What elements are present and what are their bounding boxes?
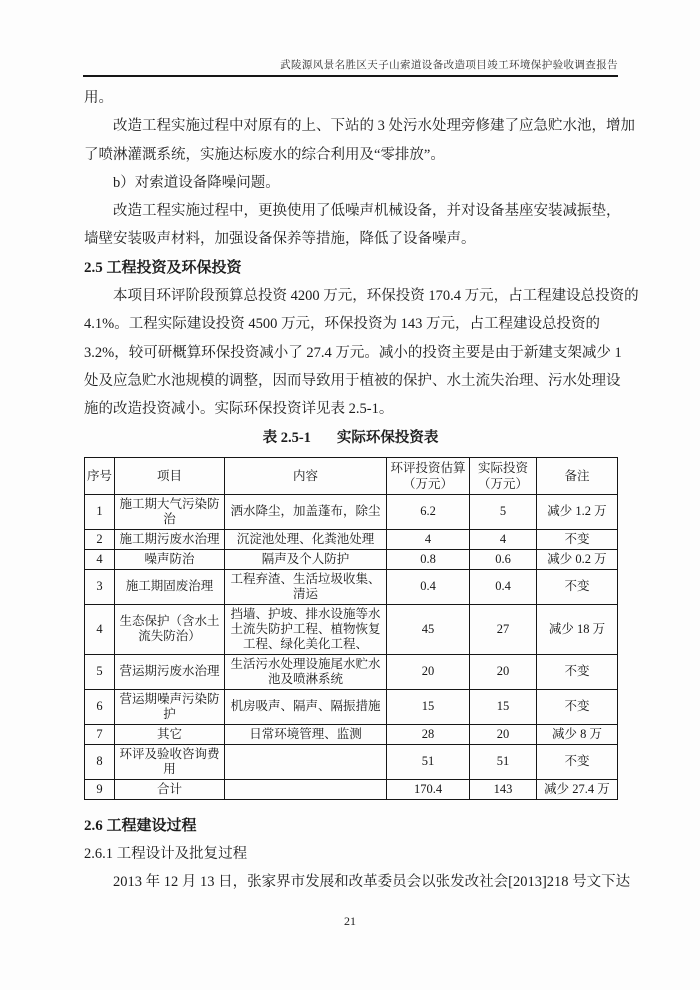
cell-no: 4 [85,549,115,569]
cell-eia: 45 [387,604,470,654]
cell-eia: 4 [387,529,470,549]
cell-content: 工程弃渣、生活垃圾收集、清运 [225,569,387,604]
cell-actual: 51 [470,744,537,779]
col-header-note: 备注 [537,457,618,494]
cell-eia: 28 [387,724,470,744]
cell-actual: 15 [470,689,537,724]
cell-note: 减少 8 万 [537,724,618,744]
cell-item: 噪声防治 [115,549,225,569]
cell-item: 合计 [115,779,225,799]
cell-actual: 20 [470,724,537,744]
paragraph-line: 墙壁安装吸声材料，加强设备保养等措施，降低了设备噪声。 [84,231,476,248]
cell-content: 生活污水处理设施尾水贮水池及喷淋系统 [225,654,387,689]
cell-eia: 170.4 [387,779,470,799]
table-row [85,779,618,799]
cell-note: 减少 27.4 万 [537,779,618,799]
investment-table [84,457,618,800]
cell-note: 减少 1.2 万 [537,494,618,529]
section-heading-2-5: 2.5 工程投资及环保投资 [84,259,242,276]
table-row [85,604,618,654]
cell-note: 不变 [537,654,618,689]
paragraph-line: 处及应急贮水池规模的调整，因而导致用于植被的保护、水土流失治理、污水处理设 [84,372,621,389]
cell-item: 施工期大气污染防治 [115,494,225,529]
cell-actual: 143 [470,779,537,799]
table-row [85,494,618,529]
cell-actual: 4 [470,529,537,549]
cell-eia: 20 [387,654,470,689]
cell-note: 减少 0.2 万 [537,549,618,569]
cell-eia: 0.4 [387,569,470,604]
cell-eia: 0.8 [387,549,470,569]
col-header-eia: 环评投资估算（万元） [387,457,470,494]
paragraph-line: 4.1%。工程实际建设投资 4500 万元，环保投资为 143 万元，占工程建设总投资的 [84,316,600,333]
table-caption-label: 表 2.5-1 [262,429,311,446]
paragraph-line: 改造工程实施过程中对原有的上、下站的 3 处污水处理旁修建了应急贮水池，增加 [113,118,635,135]
cell-content: 沉淀池处理、化粪池处理 [225,529,387,549]
paragraph-line: 了喷淋灌溉系统，实施达标废水的综合利用及“零排放”。 [84,146,445,163]
paragraph-line: 本项目环评阶段预算总投资 4200 万元，环保投资 170.4 万元，占工程建设总投资的 [113,288,639,305]
cell-item: 其它 [115,724,225,744]
paragraph-line: 改造工程实施过程中，更换使用了低噪声机械设备，并对设备基座安装减振垫， [113,203,621,220]
table-row [85,549,618,569]
cell-note: 减少 18 万 [537,604,618,654]
table-row [85,724,618,744]
table-header-row [85,457,618,494]
cell-content: 洒水降尘，加盖蓬布，除尘 [225,494,387,529]
table-caption-title: 实际环保投资表 [336,429,439,446]
cell-content: 日常环境管理、监测 [225,724,387,744]
paragraph-carryover: 用。 [84,90,113,106]
cell-item: 营运期污废水治理 [115,654,225,689]
page-content [84,84,639,897]
paragraph-line: 3.2%，较可研概算环保投资减小了 27.4 万元。减小的投资主要是由于新建支架减少 1 [84,344,622,361]
cell-actual: 5 [470,494,537,529]
section-heading-2-6: 2.6 工程建设过程 [84,817,197,834]
cell-item: 施工期固废治理 [115,569,225,604]
cell-note: 不变 [537,529,618,549]
cell-no: 9 [85,779,115,799]
cell-item: 营运期噪声污染防护 [115,689,225,724]
cell-item: 环评及验收咨询费用 [115,744,225,779]
cell-eia: 51 [387,744,470,779]
col-header-item: 项目 [115,457,225,494]
cell-actual: 27 [470,604,537,654]
table-row [85,529,618,549]
cell-content: 隔声及个人防护 [225,549,387,569]
cell-no: 5 [85,654,115,689]
table-caption [84,424,617,452]
cell-actual: 0.6 [470,549,537,569]
cell-content [225,779,387,799]
cell-actual: 0.4 [470,569,537,604]
cell-note: 不变 [537,689,618,724]
page-number: 21 [344,914,356,928]
cell-note: 不变 [537,744,618,779]
section-heading-2-6-1: 2.6.1 工程设计及批复过程 [84,846,248,863]
cell-no: 7 [85,724,115,744]
col-header-no: 序号 [85,457,115,494]
cell-content [225,744,387,779]
cell-no: 1 [85,494,115,529]
cell-no: 2 [85,529,115,549]
table-row [85,654,618,689]
cell-content: 挡墙、护坡、排水设施等水土流失防护工程、植物恢复工程、绿化美化工程、 [225,604,387,654]
cell-eia: 15 [387,689,470,724]
cell-no: 3 [85,569,115,604]
cell-no: 4 [85,604,115,654]
table-row [85,689,618,724]
table-row [85,569,618,604]
col-header-content: 内容 [225,457,387,494]
table-row [85,744,618,779]
cell-no: 6 [85,689,115,724]
cell-item: 生态保护（含水土流失防治） [115,604,225,654]
cell-item: 施工期污废水治理 [115,529,225,549]
cell-no: 8 [85,744,115,779]
cell-actual: 20 [470,654,537,689]
list-item-b: b）对索道设备降噪问题。 [113,174,280,191]
cell-eia: 6.2 [387,494,470,529]
paragraph-line: 施的改造投资减小。实际环保投资详见表 2.5-1。 [84,401,394,418]
cell-note: 不变 [537,569,618,604]
header-rule [83,75,618,77]
paragraph-line: 2013 年 12 月 13 日，张家界市发展和改革委员会以张发改社会[2013]218 号文下达 [113,874,631,891]
col-header-actual: 实际投资（万元） [470,457,537,494]
cell-content: 机房吸声、隔声、隔振措施 [225,689,387,724]
running-header: 武陵源风景名胜区天子山索道设备改造项目竣工环境保护验收调查报告 [280,60,618,71]
